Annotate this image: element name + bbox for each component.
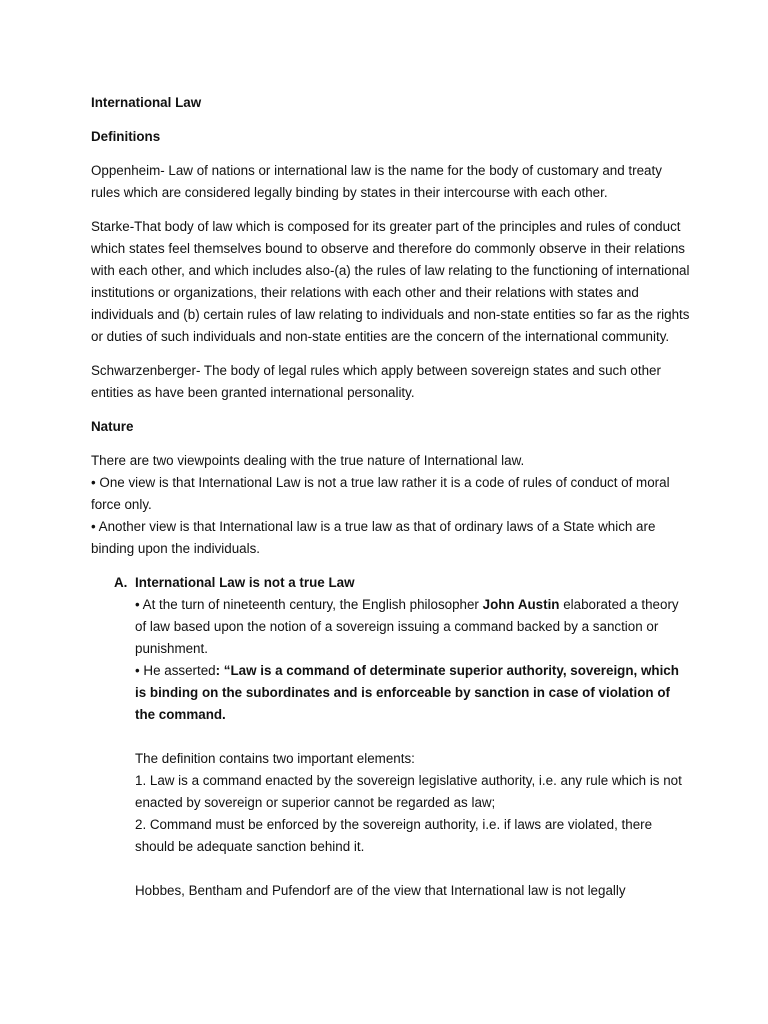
spacer [135,726,691,748]
austin-text-after: elaborated a theory of law based upon the notion of a sovereign issuing a command backed by a sanction or punishment. [135,597,679,656]
document-title: International Law [91,95,202,110]
hobbes-paragraph: Hobbes, Bentham and Pufendorf are of the view that International law is not legally [135,883,626,898]
nature-intro: There are two viewpoints dealing with the true nature of International law. [91,453,525,468]
definitions-heading: Definitions [91,129,161,144]
element-1: 1. Law is a command enacted by the sovereign legislative authority, i.e. any rule which is not enacted by sovereign or superior cannot be regarded as law; [135,773,682,810]
list-a-heading: International Law is not a true Law [135,575,355,590]
element-2: 2. Command must be enforced by the sovereign authority, i.e. if laws are violated, there should be adequate sanction behind it. [135,817,653,854]
starke-definition: Starke-That body of law which is composed for its greater part of the principles and rules of conduct which states feel themselves bound to observe and therefore do commonly observe in their relations with each other, and which includes also-(a) the rules of law relating to the functioning of international institutions or organizations, their relations with each other and their relations with states and individuals and (b) certain rules of law relating to individuals and non-state entities so far as the rights or duties of such individuals and non-state entities are the concern of the international community. [91,219,690,344]
oppenheim-definition: Oppenheim- Law of nations or international law is the name for the body of customary and treaty rules which are considered legally binding by states in their intercourse with each other. [91,163,662,200]
definition-intro: The definition contains two important elements: [135,751,415,766]
austin-paragraph [135,594,691,660]
list-item-a [91,572,691,902]
list-marker-a: A. [114,575,128,590]
nature-bullet-1: • One view is that International Law is not a true law rather it is a code of rules of conduct of moral force only. [91,475,670,512]
spacer [135,858,691,880]
asserted-prefix: • He asserted [135,663,216,678]
asserted-quote: : “Law is a command of determinate superior authority, sovereign, which is binding on the subordinates and is enforceable by sanction in case of violation of the command. [135,663,679,722]
austin-text-before: • At the turn of nineteenth century, the English philosopher [135,597,483,612]
schwarzenberger-definition: Schwarzenberger- The body of legal rules which apply between sovereign states and such other entities as have been granted international personality. [91,363,661,400]
nature-bullet-2: • Another view is that International law is a true law as that of ordinary laws of a State which are binding upon the individuals. [91,519,656,556]
document-body [91,92,691,902]
nature-heading: Nature [91,419,134,434]
austin-name: John Austin [482,597,560,612]
asserted-paragraph [135,660,691,726]
